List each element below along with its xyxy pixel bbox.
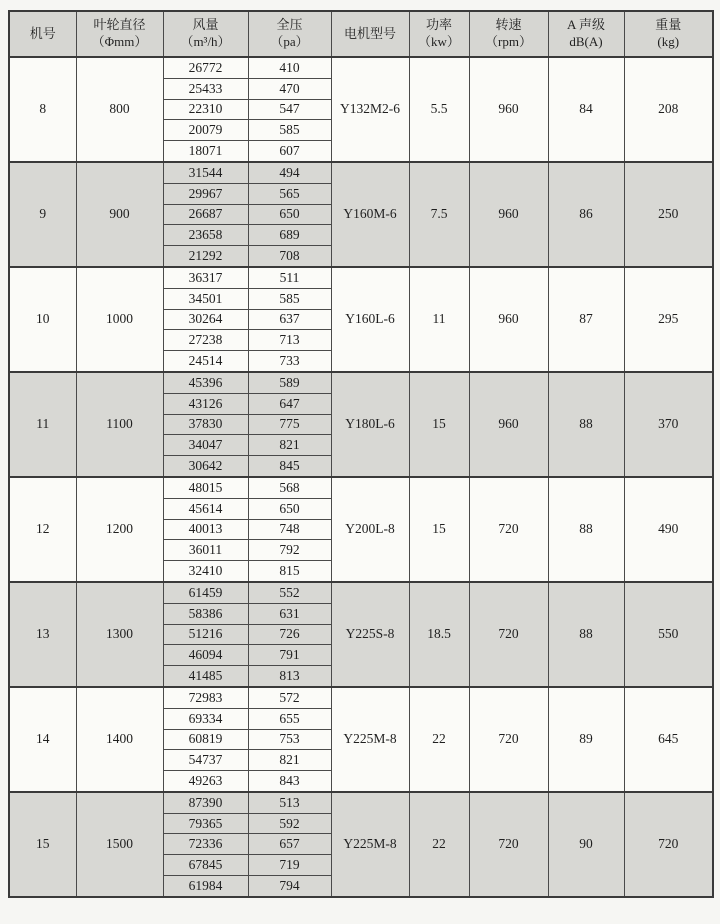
- motor-model-cell: Y160M-6: [331, 162, 409, 267]
- air-volume-cell: 34501: [163, 288, 248, 309]
- air-volume-cell: 54737: [163, 750, 248, 771]
- air-volume-cell: 51216: [163, 624, 248, 645]
- table-row: [9, 372, 713, 393]
- total-pressure-cell: 650: [248, 204, 331, 225]
- impeller-diameter-cell: 1400: [76, 687, 163, 792]
- total-pressure-cell: 813: [248, 666, 331, 687]
- header-label: 风量: [192, 17, 219, 33]
- machine-no-cell: 8: [9, 57, 76, 162]
- air-volume-cell: 22310: [163, 99, 248, 120]
- air-volume-cell: 72983: [163, 687, 248, 708]
- air-volume-cell: 58386: [163, 603, 248, 624]
- machine-no-cell: 9: [9, 162, 76, 267]
- total-pressure-cell: 585: [248, 120, 331, 141]
- total-pressure-cell: 511: [248, 267, 331, 288]
- power-cell: 22: [409, 687, 469, 792]
- total-pressure-cell: 843: [248, 771, 331, 792]
- column-header-total-pressure: [248, 11, 331, 57]
- total-pressure-cell: 637: [248, 309, 331, 330]
- motor-model-cell: Y200L-8: [331, 477, 409, 582]
- air-volume-cell: 69334: [163, 708, 248, 729]
- total-pressure-cell: 589: [248, 372, 331, 393]
- column-header-impeller-diameter: [76, 11, 163, 57]
- power-cell: 22: [409, 792, 469, 897]
- air-volume-cell: 45614: [163, 498, 248, 519]
- air-volume-cell: 34047: [163, 435, 248, 456]
- air-volume-cell: 61459: [163, 582, 248, 603]
- air-volume-cell: 30642: [163, 456, 248, 477]
- table-body: [9, 57, 713, 897]
- motor-model-cell: Y225M-8: [331, 792, 409, 897]
- total-pressure-cell: 748: [248, 519, 331, 540]
- total-pressure-cell: 552: [248, 582, 331, 603]
- air-volume-cell: 43126: [163, 393, 248, 414]
- speed-cell: 720: [469, 582, 548, 687]
- table-header: [9, 11, 713, 57]
- column-header-motor-model: [331, 11, 409, 57]
- total-pressure-cell: 794: [248, 876, 331, 897]
- air-volume-cell: 72336: [163, 834, 248, 855]
- total-pressure-cell: 631: [248, 603, 331, 624]
- power-cell: 18.5: [409, 582, 469, 687]
- air-volume-cell: 26687: [163, 204, 248, 225]
- header-unit: （m³/h）: [180, 34, 231, 49]
- total-pressure-cell: 775: [248, 414, 331, 435]
- table-row: [9, 582, 713, 603]
- header-label: 机号: [29, 25, 56, 41]
- total-pressure-cell: 410: [248, 57, 331, 78]
- sound-level-cell: 88: [548, 582, 624, 687]
- impeller-diameter-cell: 800: [76, 57, 163, 162]
- total-pressure-cell: 568: [248, 477, 331, 498]
- air-volume-cell: 32410: [163, 561, 248, 582]
- table-row: [9, 57, 713, 78]
- header-unit: （pa）: [270, 34, 309, 49]
- total-pressure-cell: 791: [248, 645, 331, 666]
- speed-cell: 720: [469, 792, 548, 897]
- column-header-weight: [624, 11, 713, 57]
- air-volume-cell: 87390: [163, 792, 248, 813]
- power-cell: 11: [409, 267, 469, 372]
- air-volume-cell: 20079: [163, 120, 248, 141]
- machine-no-cell: 13: [9, 582, 76, 687]
- air-volume-cell: 79365: [163, 813, 248, 834]
- air-volume-cell: 60819: [163, 729, 248, 750]
- sound-level-cell: 89: [548, 687, 624, 792]
- header-unit: （kw）: [418, 34, 460, 49]
- machine-no-cell: 12: [9, 477, 76, 582]
- column-header-power: [409, 11, 469, 57]
- total-pressure-cell: 513: [248, 792, 331, 813]
- motor-model-cell: Y225S-8: [331, 582, 409, 687]
- total-pressure-cell: 647: [248, 393, 331, 414]
- impeller-diameter-cell: 1100: [76, 372, 163, 477]
- weight-cell: 295: [624, 267, 713, 372]
- air-volume-cell: 61984: [163, 876, 248, 897]
- motor-model-cell: Y225M-8: [331, 687, 409, 792]
- header-label: A 声级: [567, 17, 605, 33]
- total-pressure-cell: 845: [248, 456, 331, 477]
- air-volume-cell: 41485: [163, 666, 248, 687]
- header-label: 重量: [655, 17, 682, 33]
- air-volume-cell: 36317: [163, 267, 248, 288]
- air-volume-cell: 23658: [163, 225, 248, 246]
- air-volume-cell: 29967: [163, 183, 248, 204]
- table-row: [9, 687, 713, 708]
- sound-level-cell: 90: [548, 792, 624, 897]
- weight-cell: 720: [624, 792, 713, 897]
- machine-no-cell: 15: [9, 792, 76, 897]
- air-volume-cell: 45396: [163, 372, 248, 393]
- power-cell: 5.5: [409, 57, 469, 162]
- table-row: [9, 267, 713, 288]
- weight-cell: 250: [624, 162, 713, 267]
- motor-model-cell: Y132M2-6: [331, 57, 409, 162]
- weight-cell: 645: [624, 687, 713, 792]
- column-header-air-volume: [163, 11, 248, 57]
- machine-no-cell: 11: [9, 372, 76, 477]
- air-volume-cell: 48015: [163, 477, 248, 498]
- weight-cell: 550: [624, 582, 713, 687]
- air-volume-cell: 49263: [163, 771, 248, 792]
- header-unit: （Φmm）: [91, 34, 148, 49]
- air-volume-cell: 25433: [163, 78, 248, 99]
- total-pressure-cell: 650: [248, 498, 331, 519]
- fan-specification-table: [8, 10, 714, 898]
- total-pressure-cell: 726: [248, 624, 331, 645]
- sound-level-cell: 88: [548, 372, 624, 477]
- air-volume-cell: 31544: [163, 162, 248, 183]
- impeller-diameter-cell: 1200: [76, 477, 163, 582]
- speed-cell: 960: [469, 267, 548, 372]
- total-pressure-cell: 547: [248, 99, 331, 120]
- total-pressure-cell: 565: [248, 183, 331, 204]
- air-volume-cell: 21292: [163, 246, 248, 267]
- impeller-diameter-cell: 1300: [76, 582, 163, 687]
- speed-cell: 720: [469, 687, 548, 792]
- weight-cell: 208: [624, 57, 713, 162]
- air-volume-cell: 37830: [163, 414, 248, 435]
- total-pressure-cell: 713: [248, 330, 331, 351]
- air-volume-cell: 40013: [163, 519, 248, 540]
- total-pressure-cell: 592: [248, 813, 331, 834]
- header-label: 电机型号: [343, 25, 396, 41]
- total-pressure-cell: 792: [248, 540, 331, 561]
- sound-level-cell: 86: [548, 162, 624, 267]
- air-volume-cell: 30264: [163, 309, 248, 330]
- table-row: [9, 477, 713, 498]
- sound-level-cell: 88: [548, 477, 624, 582]
- total-pressure-cell: 719: [248, 855, 331, 876]
- total-pressure-cell: 655: [248, 708, 331, 729]
- header-unit: (kg): [657, 34, 680, 49]
- total-pressure-cell: 689: [248, 225, 331, 246]
- column-header-sound-level: [548, 11, 624, 57]
- total-pressure-cell: 708: [248, 246, 331, 267]
- impeller-diameter-cell: 900: [76, 162, 163, 267]
- total-pressure-cell: 607: [248, 141, 331, 162]
- header-label: 叶轮直径: [93, 17, 146, 33]
- total-pressure-cell: 821: [248, 750, 331, 771]
- power-cell: 15: [409, 372, 469, 477]
- table-row: [9, 792, 713, 813]
- machine-no-cell: 14: [9, 687, 76, 792]
- total-pressure-cell: 585: [248, 288, 331, 309]
- sound-level-cell: 87: [548, 267, 624, 372]
- header-row: [9, 11, 713, 57]
- air-volume-cell: 24514: [163, 351, 248, 372]
- total-pressure-cell: 494: [248, 162, 331, 183]
- weight-cell: 370: [624, 372, 713, 477]
- header-label: 转速: [495, 17, 522, 33]
- table-row: [9, 162, 713, 183]
- total-pressure-cell: 657: [248, 834, 331, 855]
- impeller-diameter-cell: 1500: [76, 792, 163, 897]
- motor-model-cell: Y160L-6: [331, 267, 409, 372]
- total-pressure-cell: 753: [248, 729, 331, 750]
- motor-model-cell: Y180L-6: [331, 372, 409, 477]
- total-pressure-cell: 470: [248, 78, 331, 99]
- machine-no-cell: 10: [9, 267, 76, 372]
- air-volume-cell: 36011: [163, 540, 248, 561]
- air-volume-cell: 67845: [163, 855, 248, 876]
- column-header-speed: [469, 11, 548, 57]
- column-header-machine-no: [9, 11, 76, 57]
- header-label: 功率: [425, 17, 452, 33]
- total-pressure-cell: 821: [248, 435, 331, 456]
- air-volume-cell: 26772: [163, 57, 248, 78]
- air-volume-cell: 18071: [163, 141, 248, 162]
- air-volume-cell: 46094: [163, 645, 248, 666]
- total-pressure-cell: 815: [248, 561, 331, 582]
- speed-cell: 960: [469, 57, 548, 162]
- total-pressure-cell: 733: [248, 351, 331, 372]
- power-cell: 7.5: [409, 162, 469, 267]
- total-pressure-cell: 572: [248, 687, 331, 708]
- impeller-diameter-cell: 1000: [76, 267, 163, 372]
- speed-cell: 720: [469, 477, 548, 582]
- speed-cell: 960: [469, 372, 548, 477]
- speed-cell: 960: [469, 162, 548, 267]
- header-label: 全压: [276, 17, 303, 33]
- sound-level-cell: 84: [548, 57, 624, 162]
- header-unit: （rpm）: [485, 34, 532, 49]
- header-unit: dB(A): [569, 34, 603, 49]
- air-volume-cell: 27238: [163, 330, 248, 351]
- weight-cell: 490: [624, 477, 713, 582]
- power-cell: 15: [409, 477, 469, 582]
